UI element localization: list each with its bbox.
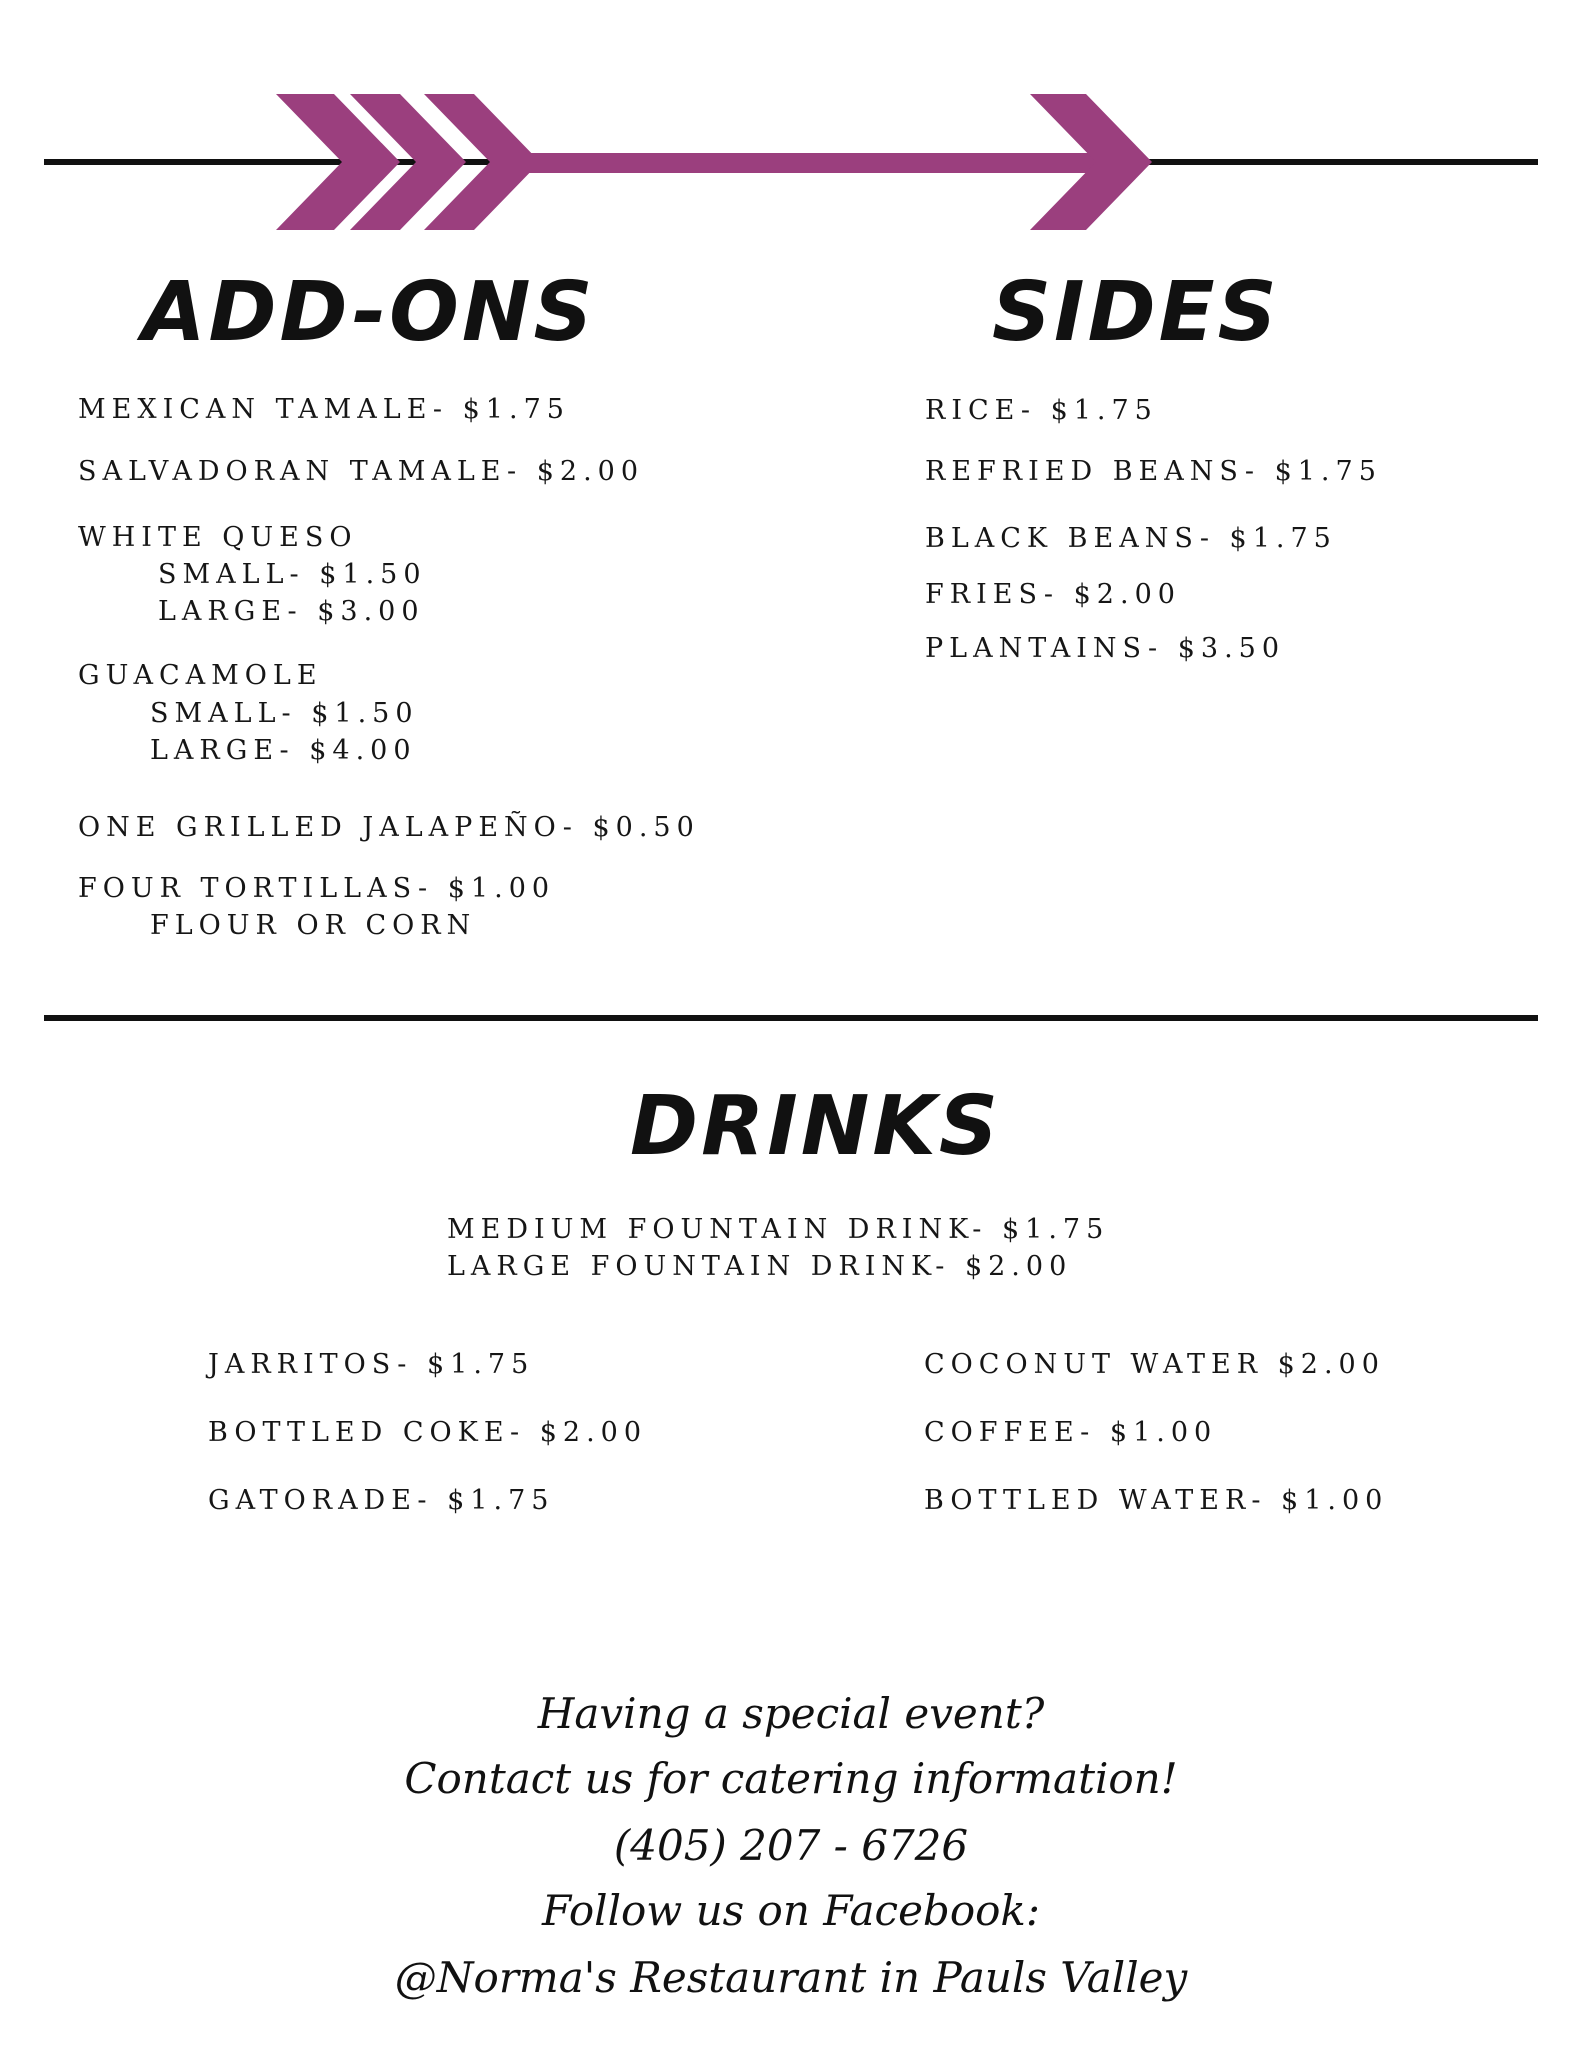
addon-salvadoran-tamale: SALVADORAN TAMALE- $2.00 [78,456,645,487]
drink-item: BOTTLED WATER- $1.00 [924,1485,1389,1516]
drink-item: JARRITOS- $1.75 [208,1349,535,1380]
drink-item: BOTTLED COKE- $2.00 [208,1417,648,1448]
addon-tortillas-option: FLOUR OR CORN [150,910,477,941]
addon-queso-large: LARGE- $3.00 [158,596,425,627]
addons-heading: ADD-ONS [142,265,596,360]
drinks-heading: DRINKS [630,1079,1001,1174]
footer-event-question: Having a special event? [537,1689,1045,1738]
addon-guac-large: LARGE- $4.00 [150,735,417,766]
footer-facebook-handle: @Norma's Restaurant in Pauls Valley [394,1953,1188,2002]
addon-mexican-tamale: MEXICAN TAMALE- $1.75 [78,394,570,425]
footer-phone: (405) 207 - 6726 [613,1821,969,1870]
side-item: BLACK BEANS- $1.75 [925,523,1337,554]
addon-guac-small: SMALL- $1.50 [150,698,419,729]
addon-jalapeno: ONE GRILLED JALAPEÑO- $0.50 [78,812,700,843]
sides-heading: SIDES [992,265,1280,360]
drink-fountain-large: LARGE FOUNTAIN DRINK- $2.00 [447,1251,1073,1282]
side-item: REFRIED BEANS- $1.75 [925,456,1382,487]
addon-white-queso: WHITE QUESO [78,522,358,553]
footer-catering-text: Contact us for catering information! [404,1754,1178,1803]
drink-fountain-medium: MEDIUM FOUNTAIN DRINK- $1.75 [447,1214,1110,1245]
side-item: PLANTAINS- $3.50 [925,633,1286,664]
drink-item: COFFEE- $1.00 [924,1417,1218,1448]
arrow-icon [0,80,1582,240]
addon-guacamole: GUACAMOLE [78,660,323,691]
footer-facebook-prompt: Follow us on Facebook: [542,1886,1040,1935]
drink-item: COCONUT WATER $2.00 [924,1349,1385,1380]
drink-item: GATORADE- $1.75 [208,1485,555,1516]
side-item: RICE- $1.75 [925,395,1158,426]
addon-tortillas: FOUR TORTILLAS- $1.00 [78,873,556,904]
side-item: FRIES- $2.00 [925,579,1181,610]
section-divider [44,1015,1538,1021]
addon-queso-small: SMALL- $1.50 [158,559,427,590]
